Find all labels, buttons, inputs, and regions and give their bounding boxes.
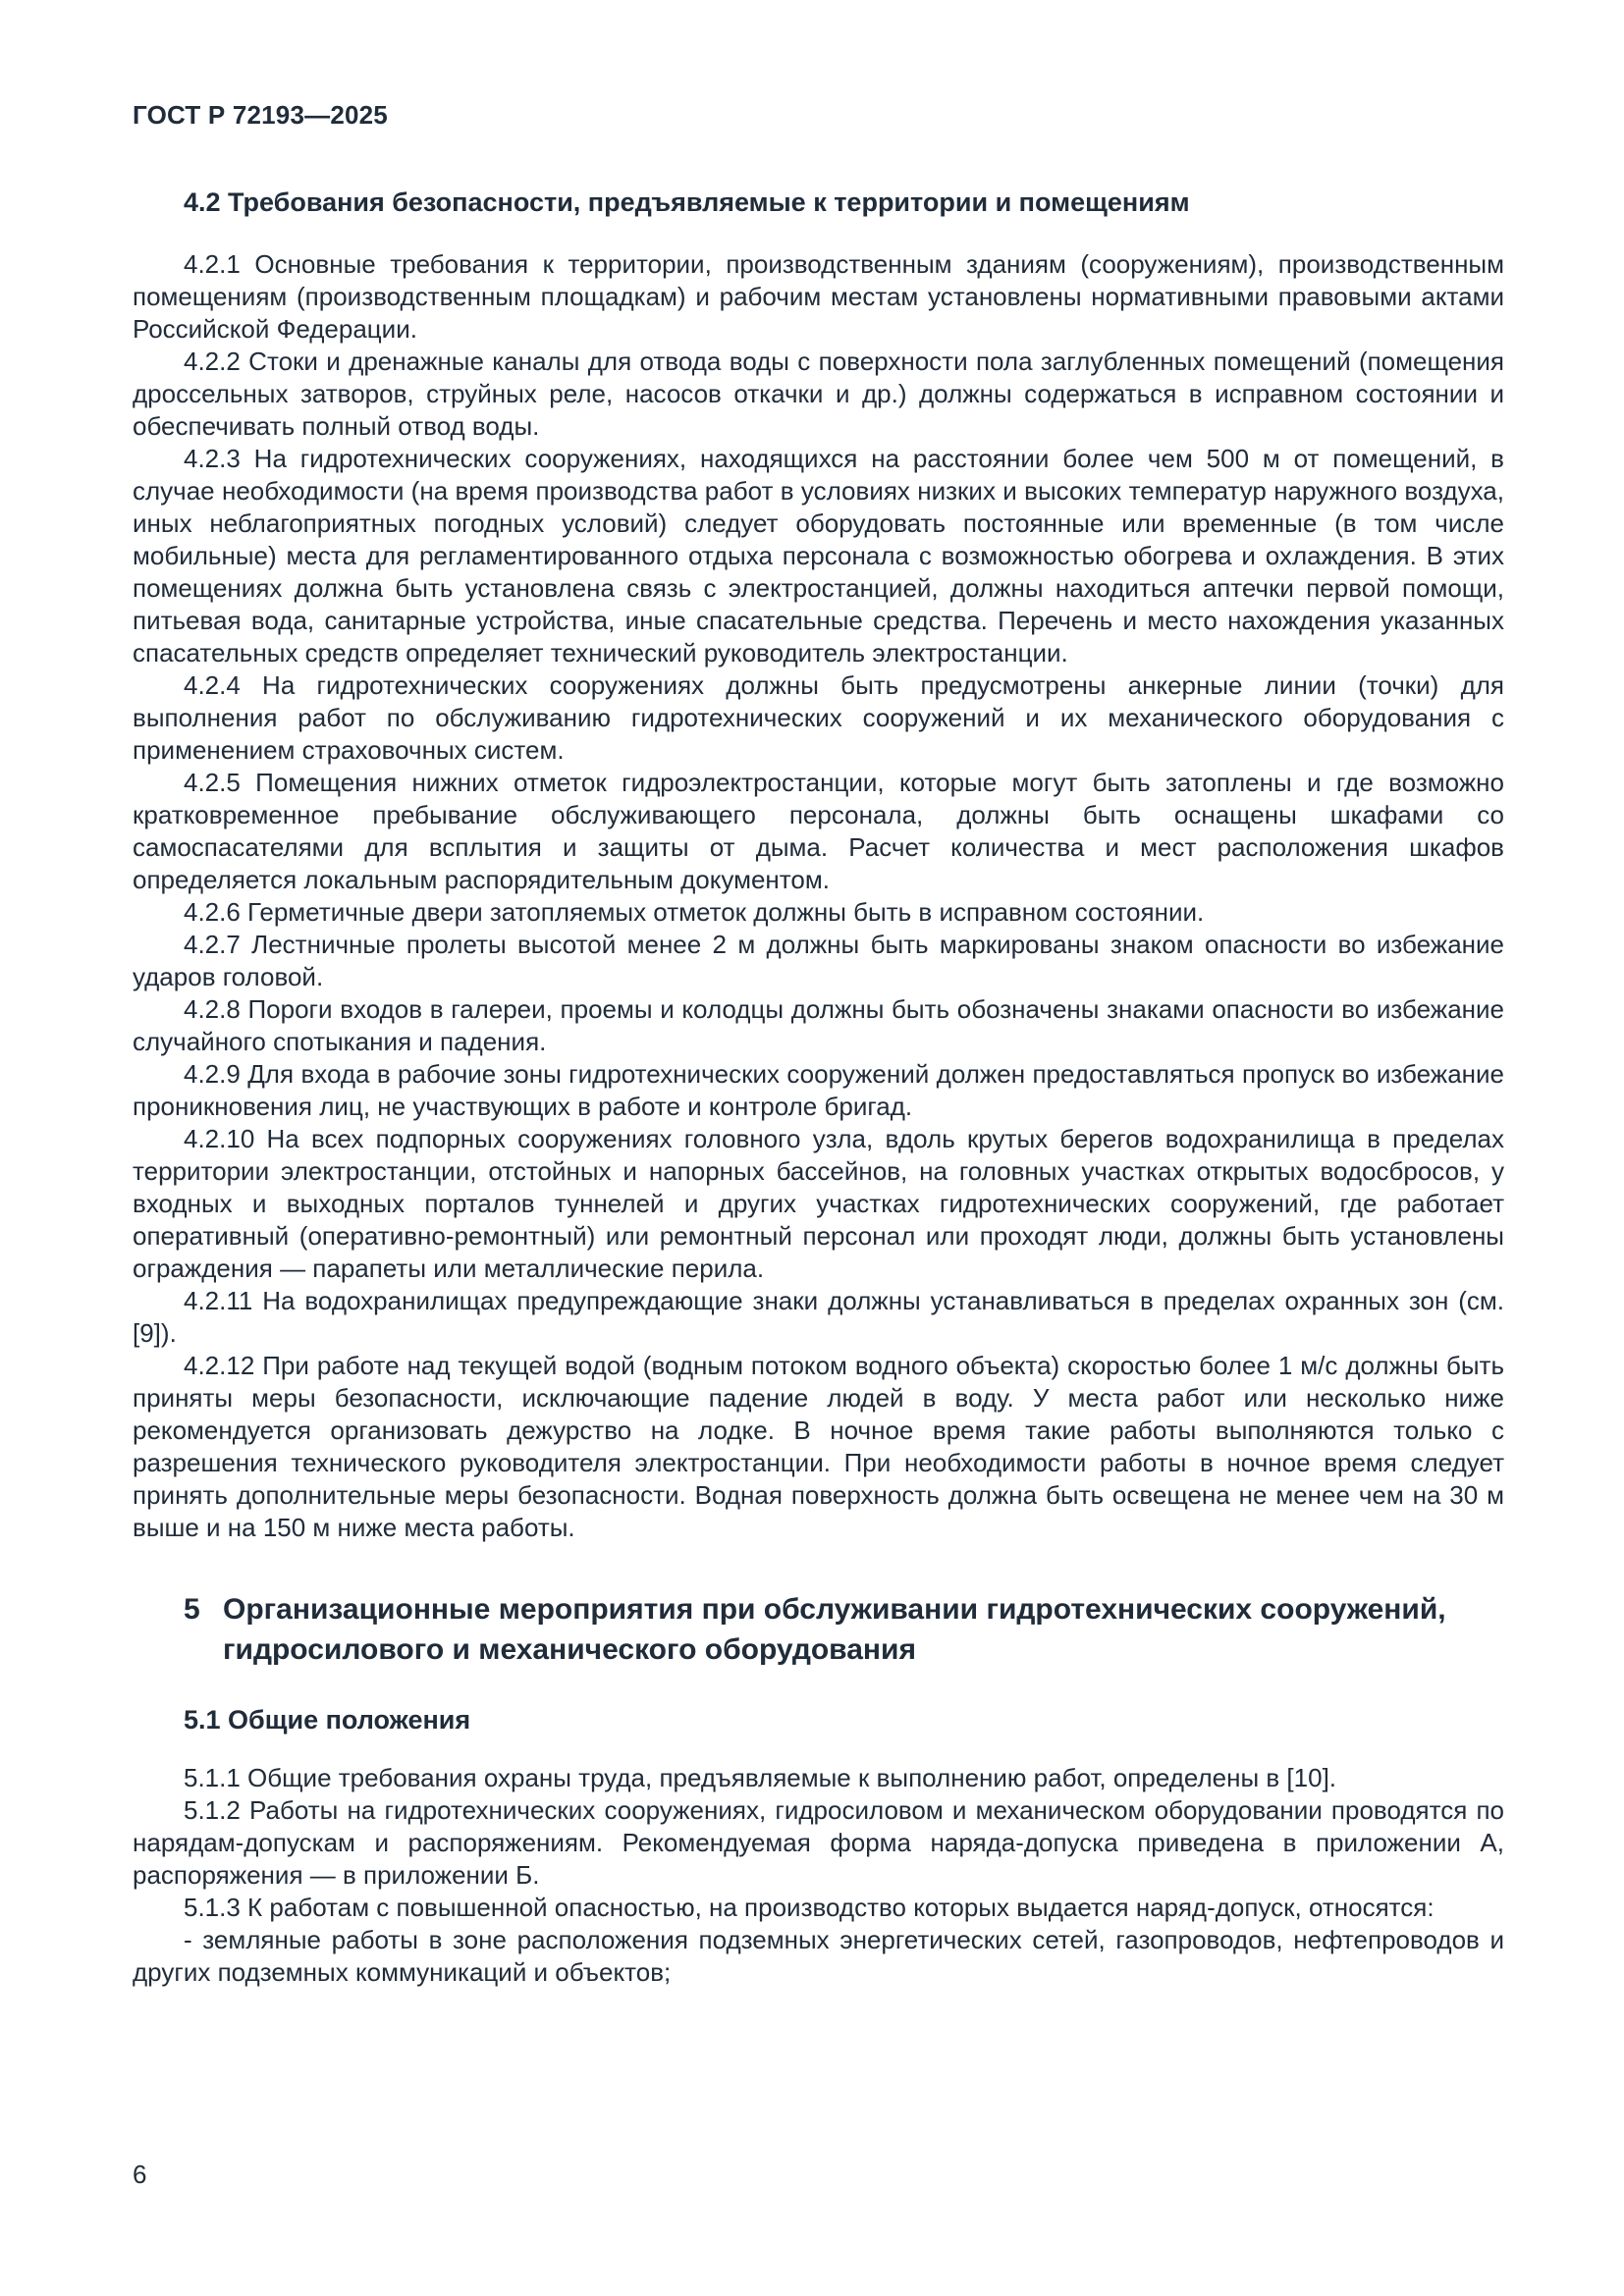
section-5-heading bbox=[184, 1589, 1504, 1670]
section-5-title: Организационные мероприятия при обслуживании гидротехнических сооружений, гидросилового и механического оборудования bbox=[223, 1593, 1446, 1666]
document-code: ГОСТ Р 72193—2025 bbox=[133, 100, 388, 130]
paragraph-4-2-1: 4.2.1 Основные требования к территории, производственным зданиям (сооружениям), производственным помещениям (производственным площадкам) и рабочим местам установлены нормативными правовыми актами Российской Федерации. bbox=[133, 249, 1504, 344]
paragraph-4-2-5: 4.2.5 Помещения нижних отметок гидроэлектростанции, которые могут быть затоплены и где возможно кратковременное пребывание обслуживающего персонала, должны быть оснащены шкафами со самоспасателями для всплытия и защиты от дыма. Расчет количества и мест расположения шкафов определяется локальным распорядительным документом. bbox=[133, 768, 1504, 894]
section-5-number: 5 bbox=[184, 1593, 200, 1626]
paragraph-5-1-3: 5.1.3 К работам с повышенной опасностью, на производство которых выдается наряд-допуск, относятся: bbox=[184, 1893, 1435, 1922]
paragraph-4-2-7: 4.2.7 Лестничные пролеты высотой менее 2 м должны быть маркированы знаком опасности во избежание ударов головой. bbox=[133, 930, 1504, 991]
paragraph-5-1-1: 5.1.1 Общие требования охраны труда, предъявляемые к выполнению работ, определены в [10]. bbox=[184, 1763, 1337, 1792]
paragraph-4-2-4: 4.2.4 На гидротехнических сооружениях должны быть предусмотрены анкерные линии (точки) для выполнения работ по обслуживанию гидротехнических сооружений и их механического оборудования с применением страховочных систем. bbox=[133, 670, 1504, 765]
paragraph-4-2-11: 4.2.11 На водохранилищах предупреждающие знаки должны устанавливаться в пределах охранных зон (см. [9]). bbox=[133, 1286, 1504, 1348]
paragraph-4-2-9: 4.2.9 Для входа в рабочие зоны гидротехнических сооружений должен предоставляться пропуск во избежание проникновения лиц, не участвующих в работе и контроле бригад. bbox=[133, 1059, 1504, 1121]
paragraph-4-2-6: 4.2.6 Герметичные двери затопляемых отметок должны быть в исправном состоянии. bbox=[184, 897, 1205, 927]
page-number: 6 bbox=[133, 2160, 147, 2189]
paragraph-4-2-10: 4.2.10 На всех подпорных сооружениях головного узла, вдоль крутых берегов водохранилища в пределах территории электростанции, отстойных и напорных бассейнов, на головных участках открытых водосбросов, у входных и выходных порталов туннелей и других участках гидротехнических сооружений, где работает оперативный (оперативно-ремонтный) или ремонтный персонал или проходят люди, должны быть установлены ограждения — парапеты или металлические перила. bbox=[133, 1124, 1504, 1283]
section-5-1-heading: 5.1 Общие положения bbox=[184, 1705, 471, 1735]
section-4-2-heading: 4.2 Требования безопасности, предъявляемые к территории и помещениям bbox=[184, 187, 1190, 217]
paragraph-5-1-2: 5.1.2 Работы на гидротехнических сооружениях, гидросиловом и механическом оборудовании проводятся по нарядам-допускам и распоряжениям. Рекомендуемая форма наряда-допуска приведена в приложении А, распоряжения — в приложении Б. bbox=[133, 1795, 1504, 1890]
paragraph-4-2-2: 4.2.2 Стоки и дренажные каналы для отвода воды с поверхности пола заглубленных помещений (помещения дроссельных затворов, струйных реле, насосов откачки и др.) должны содержаться в исправном состоянии и обеспечивать полный отвод воды. bbox=[133, 347, 1504, 441]
paragraph-5-1-3-list-item: - земляные работы в зоне расположения подземных энергетических сетей, газопроводов, нефтепроводов и других подземных коммуникаций и объектов; bbox=[133, 1925, 1504, 1987]
paragraph-4-2-12: 4.2.12 При работе над текущей водой (водным потоком водного объекта) скоростью более 1 м/с должны быть приняты меры безопасности, исключающие падение людей в воду. У места работ или несколько ниже рекомендуется организовать дежурство на лодке. В ночное время такие работы выполняются только с разрешения технического руководителя электростанции. При необходимости работы в ночное время следует принять дополнительные меры безопасности. Водная поверхность должна быть освещена не менее чем на 30 м выше и на 150 м ниже места работы. bbox=[133, 1351, 1504, 1542]
paragraph-4-2-3: 4.2.3 На гидротехнических сооружениях, находящихся на расстоянии более чем 500 м от помещений, в случае необходимости (на время производства работ в условиях низких и высоких температур наружного воздуха, иных неблагоприятных погодных условий) следует оборудовать постоянные или временные (в том числе мобильные) места для регламентированного отдыха персонала с возможностью обогрева и охлаждения. В этих помещениях должна быть установлена связь с электростанцией, должны находиться аптечки первой помощи, питьевая вода, санитарные устройства, иные спасательные средства. Перечень и место нахождения указанных спасательных средств определяет технический руководитель электростанции. bbox=[133, 444, 1504, 667]
paragraph-4-2-8: 4.2.8 Пороги входов в галереи, проемы и колодцы должны быть обозначены знаками опасности во избежание случайного спотыкания и падения. bbox=[133, 994, 1504, 1056]
